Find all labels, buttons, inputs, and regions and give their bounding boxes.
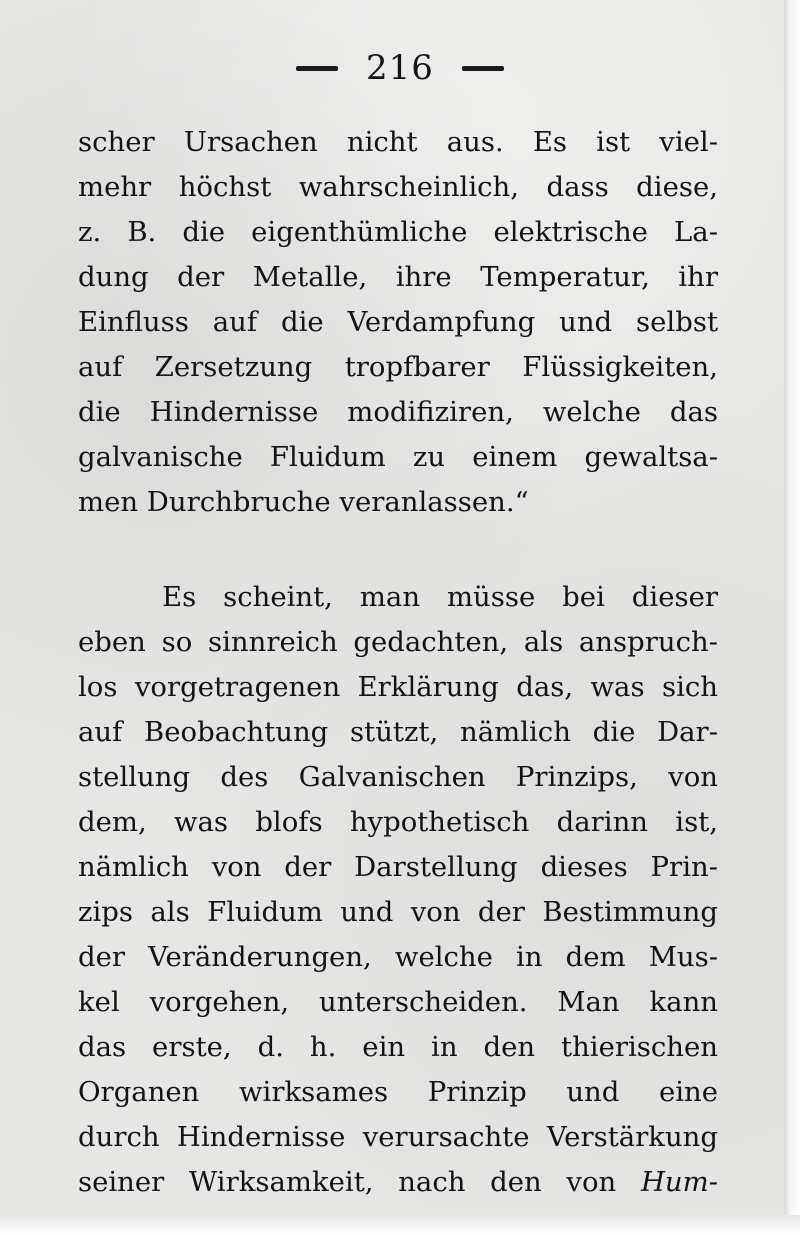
text-line-last: [78, 1160, 718, 1205]
text-line-body: seiner Wirksamkeit, nach den von: [78, 1166, 617, 1198]
page-number: 216: [366, 48, 434, 88]
header-rule-right: [462, 66, 504, 71]
text-line: Es scheint, man müsse bei dieser: [162, 581, 718, 613]
text-line: das erste, d. h. ein in den thierischen: [78, 1031, 718, 1063]
text-line: stellung des Galvanischen Prinzips, von: [78, 761, 718, 793]
text-line: men Durchbruche veranlassen.“: [78, 486, 529, 518]
text-line: dung der Metalle, ihre Temperatur, ihr: [78, 261, 718, 293]
text-line: scher Ursachen nicht aus. Es ist viel-: [78, 126, 718, 158]
text-line: eben so sinnreich gedachten, als anspruch-: [78, 626, 718, 658]
text-line: Einfluss auf die Verdampfung und selbst: [78, 306, 718, 338]
text-line: die Hindernisse modifiziren, welche das: [78, 396, 718, 428]
text-line: z. B. die eigenthümliche elektrische La-: [78, 216, 718, 248]
page-edge-right: [784, 0, 800, 1235]
text-line: der Veränderungen, welche in dem Mus-: [78, 941, 718, 973]
text-line: durch Hindernisse verursachte Verstärkung: [78, 1121, 718, 1153]
text-line: mehr höchst wahrscheinlich, dass diese,: [78, 171, 718, 203]
page-header: [0, 48, 800, 88]
paragraph-1: [78, 120, 718, 525]
text-line: Organen wirksames Prinzip und eine: [78, 1076, 718, 1108]
text-line: zips als Fluidum und von der Bestimmung: [78, 896, 718, 928]
header-rule-left: [296, 66, 338, 71]
italic-hyphenated-word: Hum-: [640, 1166, 718, 1198]
text-line: kel vorgehen, unterscheiden. Man kann: [78, 986, 718, 1018]
paragraph-2: [78, 575, 718, 1205]
text-line: auf Beobachtung stützt, nämlich die Dar-: [78, 716, 718, 748]
page-edge-bottom: [0, 1215, 800, 1235]
text-line: galvanische Fluidum zu einem gewaltsa-: [78, 441, 718, 473]
text-line: auf Zersetzung tropfbarer Flüssigkeiten,: [78, 351, 718, 383]
text-line: dem, was blofs hypothetisch darinn ist,: [78, 806, 718, 838]
text-line: los vorgetragenen Erklärung das, was sich: [78, 671, 718, 703]
text-line: nämlich von der Darstellung dieses Prin-: [78, 851, 718, 883]
